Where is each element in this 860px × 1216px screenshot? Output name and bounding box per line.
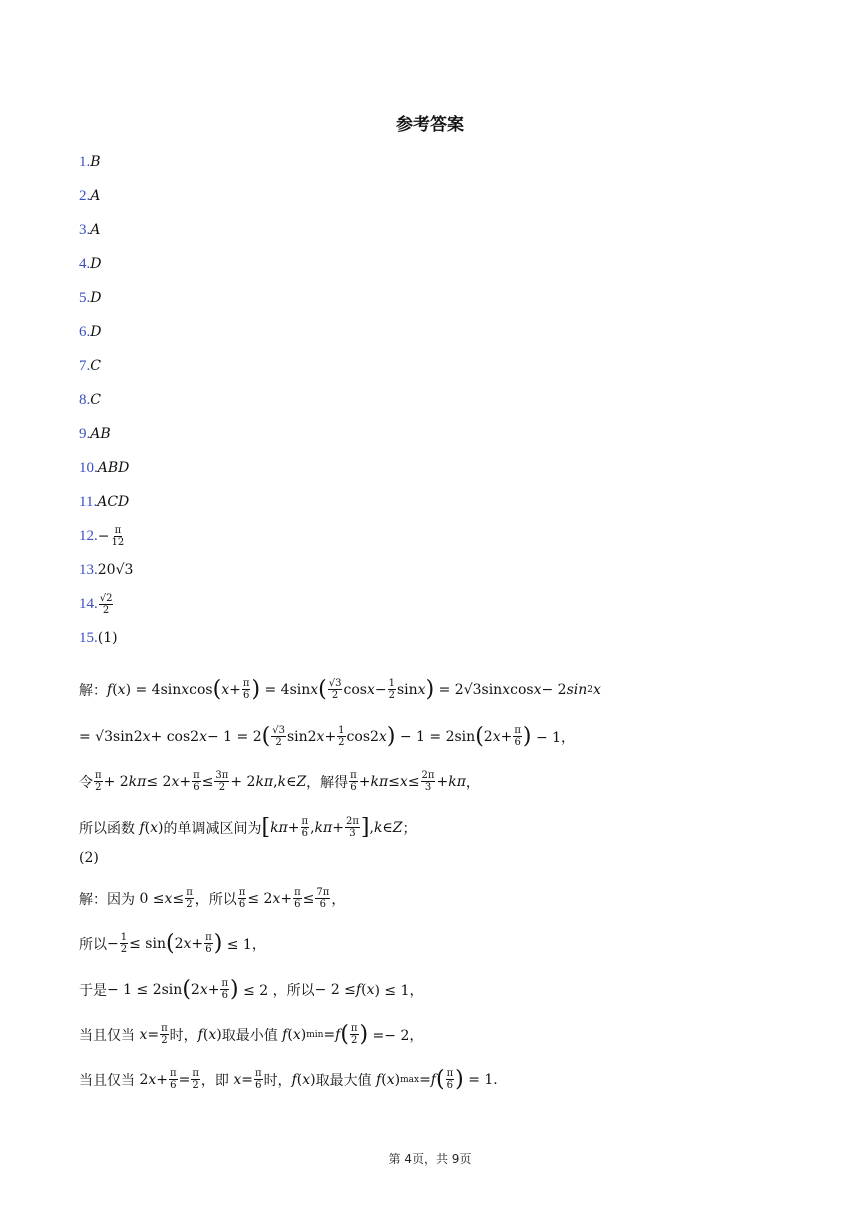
answer-value: C (90, 392, 101, 408)
answer-item (79, 145, 779, 179)
answer-number: 15. (79, 629, 98, 646)
answer-value: B (90, 154, 101, 170)
solution-line-3: 令 $\frac{\pi}{2}$ + 2 kπ ≤ 2 x + $\frac{\pi}{6}$ ≤ $\frac{3\pi}{2}$ + 2 kπ , k ∈ Z ，解得 $\frac{\pi}{6}$ + kπ ≤ x ≤ $\frac{2\pi}{3}$ + kπ ， (79, 770, 480, 793)
answer-number: 1. (79, 153, 91, 170)
answer-value: D (90, 290, 102, 306)
page-footer: 第 4页，共 9页 (388, 1152, 472, 1166)
answer-item (79, 315, 779, 349)
answer-item (79, 213, 779, 247)
answer-item (79, 519, 779, 553)
answer-value: ACD (97, 494, 130, 510)
answer-number: 5. (79, 289, 91, 306)
answer-value: (1) (97, 630, 118, 646)
answer-item (79, 451, 779, 485)
solution-line-9: 当且仅当 2 x + $\frac{\pi}{6}$ = $\frac{\pi}{2}$ ， 即 x = $\frac{\pi}{6}$ 时， f ( x ) 取最大值 f ( x ) max = f ( $\frac{\pi}{6}$ ) = 1. (79, 1066, 498, 1092)
answer-item (79, 383, 779, 417)
answer-list (79, 145, 779, 655)
answer-value: 20√3 (97, 562, 134, 578)
answer-number: 2. (79, 187, 91, 204)
answer-value: D (90, 256, 102, 272)
answer-item (79, 349, 779, 383)
answer-number: 6. (79, 323, 91, 340)
answer-item (79, 417, 779, 451)
answer-number: 7. (79, 357, 91, 374)
answer-item (79, 553, 779, 587)
answer-item (79, 587, 779, 621)
answer-item (79, 179, 779, 213)
solution-label: 解： (79, 682, 107, 699)
solution-line-1: 解： f ( x ) = 4sin x cos ( x + $\frac{\pi}{6}$ ) = 4sin x ( $\frac{√3}{2}$ cos x − $\frac{1}{2}$ sin x ) = 2√3sin x cos x − 2 sin 2 x (79, 676, 601, 702)
solution-line-8: 当且仅当 x = $\frac{\pi}{2}$ 时， f ( x ) 取最小值 f ( x ) min = f ( $\frac{\pi}{2}$ ) =− 2， (79, 1021, 424, 1047)
answer-number: 13. (79, 561, 98, 578)
solution-line-2: = √3sin2 x + cos2 x − 1 = 2 ( $\frac{√3}{2}$ sin2 x + $\frac{1}{2}$ cos2 x ) − 1 = 2sin ( 2 x + $\frac{\pi}{6}$ ) − 1， (79, 723, 576, 749)
answer-value: A (90, 222, 101, 238)
answer-item (79, 281, 779, 315)
answer-number: 11. (79, 493, 98, 510)
answer-number: 9. (79, 425, 91, 442)
answer-number: 3. (79, 221, 91, 238)
answer-value: C (90, 358, 101, 374)
answer-item (79, 247, 779, 281)
part-2-label: (2) (79, 850, 99, 866)
solution-line-4: 所以函数 f ( x ) 的单调减区间为 [ kπ + $\frac{\pi}{6}$ , kπ + $\frac{2\pi}{3}$ ] , k ∈ Z ； (79, 814, 417, 840)
answer-item (79, 621, 779, 655)
page-title: 参考答案 (396, 115, 464, 135)
answer-value: $\frac{√2}{2}$ (99, 592, 113, 616)
answer-value: AB (90, 426, 111, 442)
answer-number: 12. (79, 527, 98, 544)
answer-number: 8. (79, 391, 91, 408)
solution-line-6: 所以 − $\frac{1}{2}$ ≤ sin ( 2 x + $\frac{\pi}{6}$ ) ≤ 1， (79, 930, 266, 956)
answer-number: 14. (79, 595, 98, 612)
answer-number: 4. (79, 255, 91, 272)
answer-value: A (90, 188, 101, 204)
answer-value: ABD (97, 460, 130, 476)
answer-number: 10. (79, 459, 98, 476)
solution-line-7: 于是 − 1 ≤ 2sin ( 2 x + $\frac{\pi}{6}$ ) ≤ 2 ， 所以 − 2 ≤ f ( x ) ≤ 1， (79, 976, 424, 1002)
solution-line-5: 解： 因为 0 ≤ x ≤ $\frac{\pi}{2}$ ， 所以 $\frac{\pi}{6}$ ≤ 2 x + $\frac{\pi}{6}$ ≤ $\frac{7\pi}{6}$ ， (79, 887, 346, 910)
answer-value: − $\frac{\pi}{12}$ (97, 524, 125, 548)
answer-value: D (90, 324, 102, 340)
answer-item (79, 485, 779, 519)
